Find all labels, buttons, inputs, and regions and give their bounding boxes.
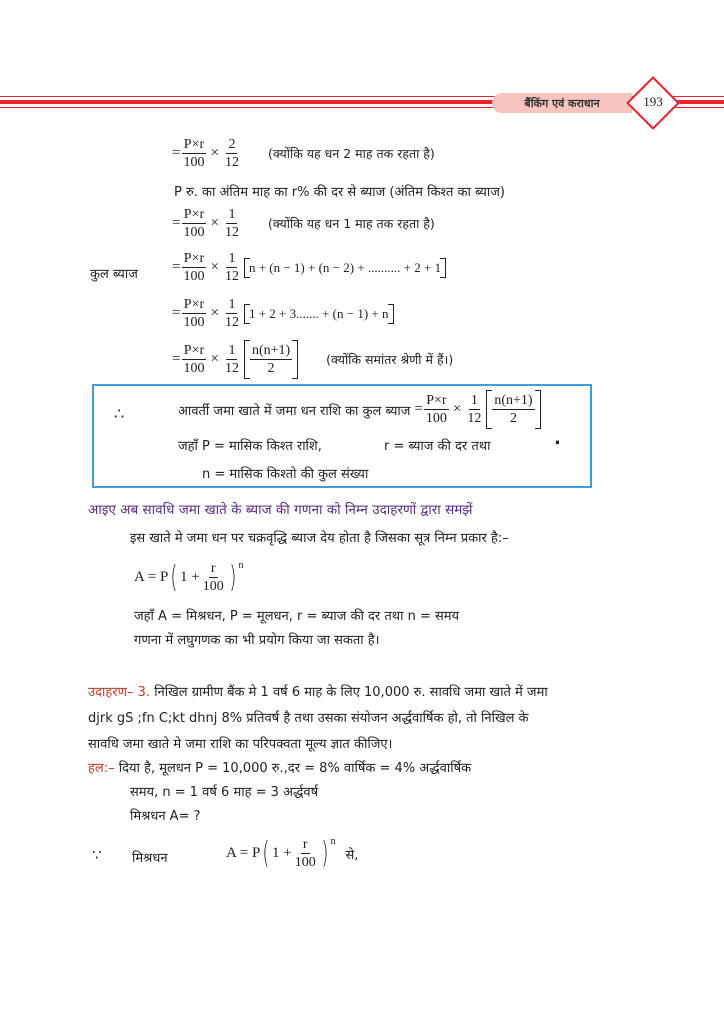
series-bracket-2: 1 + 2 + 3....... + (n − 1) + n [244,304,394,324]
solution-given: हल:– दिया है, मूलधन P = 10,000 रु.,दर = 8% वार्षिक = 4% अर्द्धवार्षिक [88,761,472,776]
equals-sign: = [172,145,181,161]
last-installment-line: P रु. का अंतिम माह का r% की दर से ब्याज (अंतिम किश्त का ब्याज) [174,185,505,200]
step-5-note: (क्योंकि समांतर श्रेणी में हैं।) [326,352,454,367]
page-number: 193 [643,94,663,109]
sum-bracket: $\frac{n(n+1)}{2}$ [244,340,298,379]
derivation-step-2: = $\frac{P\times r}{100}$ × $\frac{1}{12}$ (क्योंकि यह धन 1 माह तक रहता है) [172,207,435,240]
se-text: से, [345,847,359,863]
fd-intro: इस खाते मे जमा धन पर चक्रवृद्धि ब्याज देय होता है जिसका सूत्र निम्न प्रकार है:– [130,531,509,546]
box-formula-line: आवर्ती जमा खाते में जमा धन राशि का कुल ब्याज = $\frac{P\times r}{100}$ × $\frac{1}{12}$ $\frac{n(n+1)}{2}$ [178,390,543,429]
solution-formula: A = P ( 1 + $\frac{r}{100}$ ) $^n$ से, [226,835,359,871]
example-line-3: सावधि जमा खाते मे जमा राशि का परिपक्वता मूल्य ज्ञात कीजिए। [88,737,393,752]
because-symbol: ∵ [92,846,102,864]
exponent-n: n [238,560,244,571]
box-where-p: जहाँ P = मासिक किश्त राशि, [178,439,322,454]
compound-formula: A = P ( 1 + $\frac{r}{100}$ ) $^n$ [134,559,244,595]
solution-time: समय, n = 1 वर्ष 6 माह = 3 अर्द्धवर्ष [130,785,319,800]
step-1-note: (क्योंकि यह धन 2 माह तक रहता है) [267,146,435,161]
fd-where-line: जहाँ A = मिश्रधन, P = मूलधन, r = ब्याज की दर तथा n = समय [134,609,460,624]
derivation-step-4: = $\frac{P\times r}{100}$ × $\frac{1}{12}$ 1 + 2 + 3....... + (n − 1) + n [172,296,396,331]
derivation-step-1: = $\frac{P\times r}{100}$ × $\frac{2}{12}$ (क्योंकि यह धन 2 माह तक रहता है) [172,137,435,170]
box-dot: . [554,428,561,449]
solution-label: हल:– [88,761,115,776]
box-where-n: n = मासिक किश्तो की कुल संख्या [202,467,369,482]
series-bracket-1: n + (n − 1) + (n − 2) + .......... + 2 + 1 [244,258,446,278]
box-where-r: r = ब्याज की दर तथा [384,439,491,454]
box-formula-text: आवर्ती जमा खाते में जमा धन राशि का कुल ब्याज [178,403,411,419]
example-label: उदाहरण– 3. [88,685,151,700]
derivation-step-3: = $\frac{P\times r}{100}$ × $\frac{1}{12}$ n + (n − 1) + (n − 2) + .......... + 2 + 1 [172,250,448,285]
example-line-1: उदाहरण– 3. निखिल ग्रामीण बैंक मे 1 वर्ष 6 माह के लिए 10,000 रु. सावधि जमा खाते में जमा [88,685,548,700]
formula-box [92,384,592,488]
therefore-symbol: ∴ [114,404,125,423]
fraction-pr-100: $\frac{P\times r}{100}$ [183,137,205,170]
derivation-step-5: = $\frac{P\times r}{100}$ × $\frac{1}{12}$ $\frac{n(n+1)}{2}$ (क्योंकि समांतर श्रेणी में हैं।) [172,340,453,379]
chapter-title: बैंकिंग एवं कराधान [524,96,600,110]
solution-amount: मिश्रधन A= ? [130,809,201,824]
total-interest-label: कुल ब्याज [90,267,138,282]
example-line-2: djrk gS ;fn C;kt dhnj 8% प्रतिवर्ष है तथा उसका संयोजन अर्द्धवार्षिक हो, तो निखिल के [88,711,529,726]
fd-log-line: गणना में लघुगणक का भी प्रयोग किया जा सकता है। [134,633,380,648]
fd-heading: आइए अब सावधि जमा खाते के ब्याज की गणना को निम्न उदाहरणों द्वारा समझें [88,502,473,518]
step-2-note: (क्योंकि यह धन 1 माह तक रहता है) [267,216,435,231]
chapter-title-tab [492,93,632,113]
amount-label: मिश्रधन [132,851,168,866]
fraction-2-12: $\frac{2}{12}$ [224,137,239,170]
